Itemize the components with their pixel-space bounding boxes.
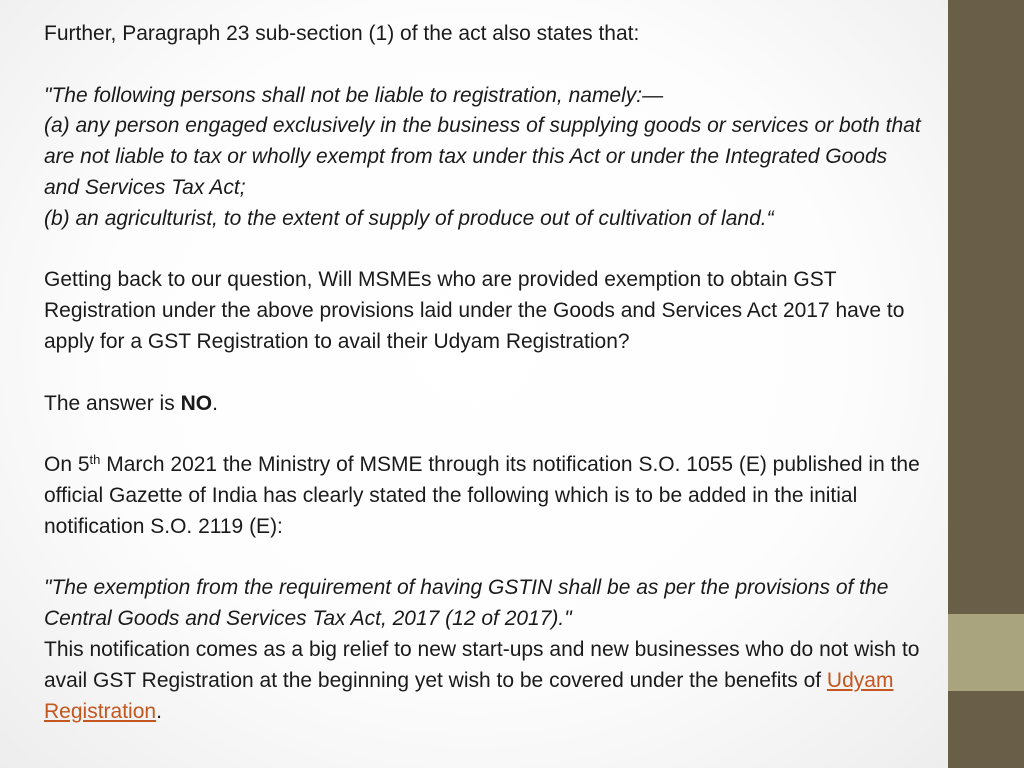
notification-prefix: On 5 — [44, 453, 90, 477]
spacer — [44, 419, 924, 450]
sidebar-accent-block — [948, 614, 1024, 691]
quote-heading: "The following persons shall not be liable to registration, namely:— — [44, 83, 664, 107]
quote-item-b: (b) an agriculturist, to the extent of supply of produce out of cultivation of land.“ — [44, 206, 774, 230]
answer-suffix: . — [212, 391, 218, 415]
closing-paragraph — [44, 635, 924, 727]
question-paragraph: Getting back to our question, Will MSMEs who are provided exemption to obtain GST Registration under the above provisions laid under the Goods and Services Act 2017 have to apply for a GST Registration to avail their Udyam Registration? — [44, 268, 905, 353]
spacer — [44, 358, 924, 389]
slide-body — [44, 19, 924, 727]
notification-paragraph — [44, 450, 924, 542]
closing-end: . — [156, 699, 162, 723]
intro-paragraph: Further, Paragraph 23 sub-section (1) of the act also states that: — [44, 22, 640, 45]
notification-rest: March 2021 the Ministry of MSME through its notification S.O. 1055 (E) published in the official Gazette of India has clearly stated the following which is to be added in the initial notification S.O. 2119 (E): — [44, 453, 920, 538]
answer-prefix: The answer is — [44, 391, 181, 415]
answer-paragraph — [44, 389, 924, 420]
spacer — [44, 543, 924, 574]
exemption-quote: "The exemption from the requirement of having GSTIN shall be as per the provisions of the Central Goods and Services Tax Act, 2017 (12 of 2017)." — [44, 576, 889, 631]
udyam-registration-link[interactable]: Udyam Registration — [44, 668, 894, 723]
ordinal-superscript: th — [89, 452, 101, 468]
quote-item-a: (a) any person engaged exclusively in the business of supplying goods or services or both that are not liable to tax or wholly exempt from tax under this Act or under the Integrated Goods and Services Tax Act; — [44, 114, 921, 199]
spacer — [44, 50, 924, 81]
closing-text: This notification comes as a big relief to new start-ups and new businesses who do not wish to avail GST Registration at the beginning yet wish to be covered under the benefits of — [44, 637, 920, 692]
spacer — [44, 235, 924, 266]
answer-bold: NO — [180, 391, 213, 415]
